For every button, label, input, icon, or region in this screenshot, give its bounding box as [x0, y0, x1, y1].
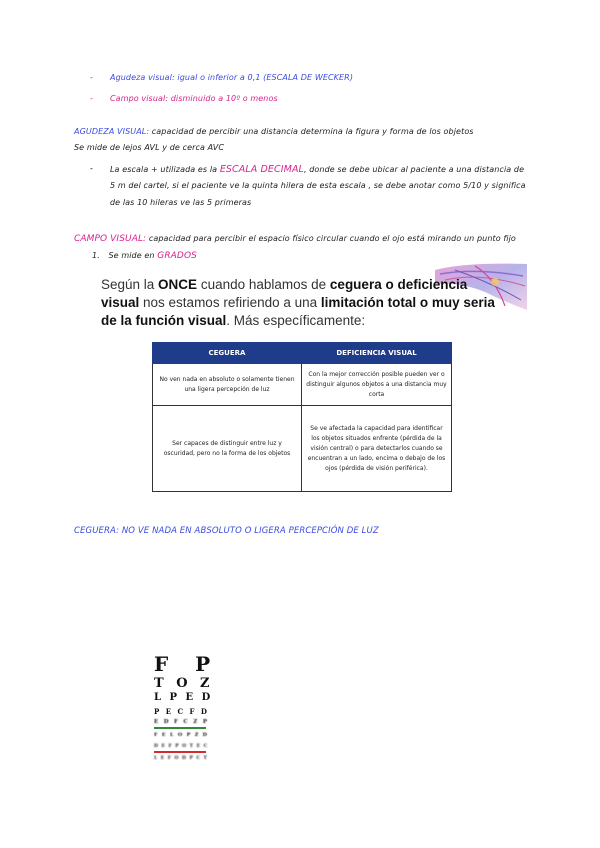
- table-row: [153, 406, 452, 492]
- chart-row: D E F P O T E C: [154, 744, 209, 749]
- ceguera-deficiencia-table: [152, 342, 452, 492]
- chart-row: T O Z: [154, 676, 214, 691]
- table-header-ceguera: CEGUERA: [153, 343, 302, 364]
- table-cell: No ven nada en absoluto o solamente tienen una ligera percepción de luz: [153, 364, 302, 406]
- campo-definition: [74, 234, 516, 244]
- bullet-agudeza-wecker: Agudeza visual: igual o inferior a 0,1 (ESCALA DE WECKER): [110, 73, 354, 82]
- list-number: 1.: [92, 251, 100, 260]
- bullet-campo-visual: Campo visual: disminuido a 10º o menos: [110, 94, 278, 103]
- campo-heading: CAMPO VISUAL:: [74, 234, 147, 244]
- agudeza-definition: [74, 127, 474, 136]
- chart-row: P E C F D: [154, 707, 209, 716]
- escala-line-1: [110, 164, 524, 175]
- agudeza-measure: Se mide de lejos AVL y de cerca AVC: [74, 143, 225, 152]
- once-text: cuando hablamos de: [197, 277, 330, 292]
- table-row: [153, 364, 452, 406]
- chart-row: L E F O D P C T: [154, 756, 208, 761]
- snellen-eye-chart: [142, 652, 222, 770]
- once-bold: ONCE: [158, 277, 198, 292]
- escala-prefix: La escala + utilizada es la: [110, 165, 220, 174]
- once-bold: ceguera o deficiencia visual: [101, 277, 468, 310]
- campo-list-item: [92, 251, 197, 261]
- bullet-dash: -: [90, 94, 93, 103]
- escala-line-3: de las 10 hileras ve las 5 primeras: [110, 198, 252, 207]
- bullet-dash: -: [90, 73, 93, 82]
- table-cell: Con la mejor corrección posible pueden ver o distinguir algunos objetos a una distancia muy corta: [302, 364, 452, 406]
- table-cell: Ser capaces de distinguir entre luz y oscuridad, pero no la forma de los objetos: [153, 406, 302, 492]
- chart-row: L P E D: [154, 692, 213, 703]
- chart-red-line: [154, 751, 206, 753]
- chart-row: F E L O P Z D: [154, 732, 209, 738]
- table-cell: Se ve afectada la capacidad para identificar los objetos situados enfrente (pérdida de la visión central) o para detectarlos cuando se encuentran a un lado, encima o debajo de los ojos (pérdida de visión periférica).: [302, 406, 452, 492]
- escala-decimal-highlight: ESCALA DECIMAL: [219, 164, 304, 175]
- once-text: Según la: [101, 277, 159, 292]
- escala-line-2: 5 m del cartel, si el paciente ve la quinta hilera de esta escala , se debe anotar como 5/10 y significa: [110, 181, 526, 190]
- agudeza-heading: AGUDEZA VISUAL:: [74, 127, 150, 136]
- grados-highlight: GRADOS: [157, 251, 197, 261]
- once-text: nos estamos refiriendo a una: [139, 295, 321, 310]
- campo-definition-text: capacidad para percibir el espacio físico circular cuando el ojo está mirando un punto fijo: [146, 234, 516, 243]
- chart-row: F P: [154, 652, 221, 676]
- once-paragraph: [101, 276, 501, 330]
- table-header-deficiencia: DEFICIENCIA VISUAL: [302, 343, 452, 364]
- ceguera-note: CEGUERA: NO VE NADA EN ABSOLUTO O LIGERA PERCEPCIÓN DE LUZ: [74, 526, 379, 536]
- chart-green-line: [154, 727, 206, 729]
- once-text: . Más específicamente:: [226, 313, 366, 328]
- bullet-dash: -: [90, 164, 93, 173]
- once-snippet: [95, 262, 527, 497]
- once-bold: limitación total o muy seria de la función visual: [101, 295, 495, 328]
- grados-prefix: Se mide en: [108, 251, 158, 260]
- agudeza-definition-text: capacidad de percibir una distancia determina la figura y forma de los objetos: [149, 127, 474, 136]
- chart-row: E D F C Z P: [154, 719, 209, 725]
- escala-rest: , donde se debe ubicar al paciente a una distancia de: [303, 165, 525, 174]
